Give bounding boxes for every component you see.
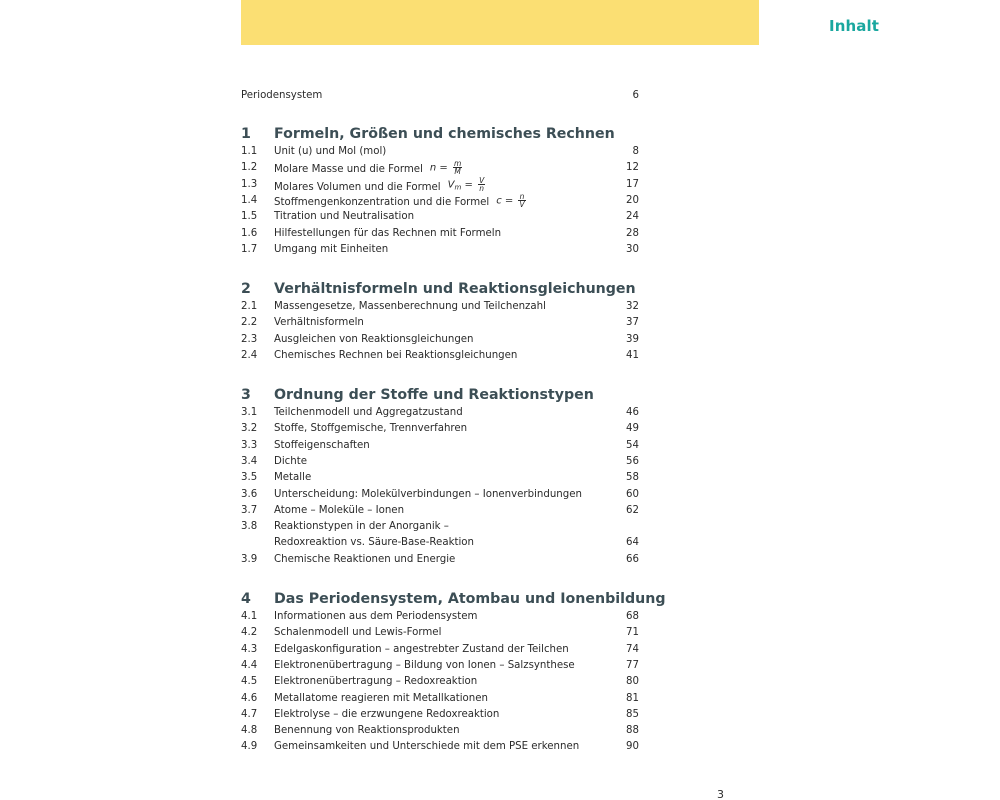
toc-entry-text xyxy=(274,191,526,210)
formula-lhs: n xyxy=(429,162,437,174)
toc-entry[interactable] xyxy=(241,161,639,175)
toc-entry-number: 4.7 xyxy=(241,708,258,720)
toc-entry-text xyxy=(274,471,311,485)
toc-entry[interactable] xyxy=(241,243,639,257)
toc-entry-label: Metalle xyxy=(274,472,312,484)
toc-entry-label: Verhältnisformeln xyxy=(274,317,364,329)
toc-entry-page: 62 xyxy=(626,504,639,516)
toc-entry-number: 4.9 xyxy=(241,741,258,753)
toc-entry-page: 17 xyxy=(626,178,639,190)
toc-entry[interactable] xyxy=(241,553,639,567)
toc-entry-label: Unterscheidung: Molekülverbindungen – Ionenverbindungen xyxy=(274,488,582,500)
toc-entry[interactable] xyxy=(241,455,639,469)
toc-entry-number: 3.6 xyxy=(241,488,258,500)
toc-entry-page: 6 xyxy=(632,90,639,101)
formula-subscript: m xyxy=(454,183,462,192)
toc-entry[interactable] xyxy=(241,724,639,738)
chapter-heading[interactable] xyxy=(241,385,639,405)
toc-entry-page: 20 xyxy=(626,194,639,206)
toc-entry[interactable] xyxy=(241,675,639,689)
toc-entry-label: Benennung von Reaktionsprodukten xyxy=(274,725,460,737)
toc-entry-label: Elektronenübertragung – Redoxreaktion xyxy=(274,676,478,688)
toc-entry-number: 2.4 xyxy=(241,349,258,361)
toc-entry-label: Chemische Reaktionen und Energie xyxy=(274,553,456,565)
toc-entry-page: 30 xyxy=(626,243,639,255)
toc-entry-text xyxy=(274,455,307,469)
toc-entry-number: 4.3 xyxy=(241,643,258,655)
toc-entry-text xyxy=(274,610,477,624)
toc-entry[interactable] xyxy=(241,610,639,624)
toc-entry-label: Massengesetze, Massenberechnung und Teilchenzahl xyxy=(274,301,546,312)
toc-entry[interactable] xyxy=(241,520,639,534)
toc-entry-label: Atome – Moleküle – Ionen xyxy=(274,504,405,516)
toc-entry-text xyxy=(274,740,579,754)
toc-entry-text xyxy=(274,422,467,436)
toc-entry-label: Gemeinsamkeiten und Unterschiede mit dem PSE erkennen xyxy=(274,741,580,753)
fraction-numerator: n xyxy=(519,191,525,201)
toc-entry-page: 64 xyxy=(626,537,639,549)
toc-entry[interactable] xyxy=(241,504,639,518)
toc-entry-text xyxy=(274,175,485,196)
toc-entry-label: Teilchenmodell und Aggregatzustand xyxy=(274,407,463,418)
toc-entry-text xyxy=(274,161,462,177)
toc-entry-number: 2.1 xyxy=(241,301,258,312)
toc-entry-page: 68 xyxy=(626,611,639,622)
toc-entry-page: 41 xyxy=(626,349,639,361)
toc-entry-number: 2.2 xyxy=(241,317,258,329)
formula-lhs: V xyxy=(447,179,455,191)
toc-entry-page: 71 xyxy=(626,627,639,639)
toc-entry-page: 28 xyxy=(626,227,639,239)
toc-entry-text xyxy=(274,243,388,257)
toc-entry-label: Dichte xyxy=(274,455,307,467)
toc-entry-text xyxy=(274,300,546,314)
toc-entry[interactable] xyxy=(241,406,639,420)
toc-entry-text xyxy=(274,145,386,159)
formula: n = $\frac{m}{M}$ xyxy=(429,159,462,177)
toc-entry[interactable] xyxy=(241,349,639,363)
toc-entry[interactable] xyxy=(241,422,639,436)
page-title: Inhalt xyxy=(829,17,879,35)
toc-entry-text xyxy=(274,316,364,330)
toc-entry-label: Hilfestellungen für das Rechnen mit Formeln xyxy=(274,227,502,239)
page-number: 3 xyxy=(717,788,724,800)
toc-entry-number: 4.8 xyxy=(241,725,258,737)
toc-entry-page: 80 xyxy=(626,676,639,688)
toc-entry-text xyxy=(274,659,575,673)
toc-entry-text xyxy=(274,406,463,420)
formula-fraction xyxy=(453,160,462,175)
toc-entry[interactable] xyxy=(241,626,639,640)
chapter-heading[interactable] xyxy=(241,279,639,299)
chapter-heading[interactable] xyxy=(241,589,666,609)
toc-entry-page: 46 xyxy=(626,407,639,418)
toc-entry-number: 3.4 xyxy=(241,455,258,467)
toc-entry-text xyxy=(274,675,477,689)
toc-entry-label: Stoffeigenschaften xyxy=(274,439,370,451)
fraction-numerator: V xyxy=(479,175,485,185)
chapter-heading[interactable] xyxy=(241,124,639,144)
toc-entry[interactable] xyxy=(241,708,639,722)
toc-entry-number: 3.9 xyxy=(241,553,258,565)
toc-entry-number: 4.1 xyxy=(241,611,258,622)
chapter-number: 1 xyxy=(241,126,251,142)
toc-entry[interactable] xyxy=(241,488,639,502)
toc-entry-label: Informationen aus dem Periodensystem xyxy=(274,611,478,622)
toc-entry-number: 3.2 xyxy=(241,423,258,435)
toc-entry-page: 8 xyxy=(632,146,639,157)
toc-entry-label: Chemisches Rechnen bei Reaktionsgleichungen xyxy=(274,349,518,361)
toc-entry[interactable] xyxy=(241,439,639,453)
toc-entry-label: Elektronenübertragung – Bildung von Ionen – Salzsynthese xyxy=(274,659,575,671)
toc-entry-label: Elektrolyse – die erzwungene Redoxreaktion xyxy=(274,708,500,720)
toc-entry-number: 4.5 xyxy=(241,676,258,688)
toc-entry[interactable] xyxy=(241,300,639,314)
chapter-title: Formeln, Größen und chemisches Rechnen xyxy=(274,126,615,142)
toc-entry-page: 60 xyxy=(626,488,639,500)
toc-entry-label: Edelgaskonfiguration – angestrebter Zustand der Teilchen xyxy=(274,643,569,655)
toc-entry-page: 49 xyxy=(626,423,639,435)
toc-entry-text xyxy=(274,210,414,224)
toc-entry[interactable] xyxy=(241,316,639,330)
toc-entry-page: 77 xyxy=(626,659,639,671)
toc-entry-number: 1.5 xyxy=(241,211,258,223)
chapter-title: Ordnung der Stoffe und Reaktionstypen xyxy=(274,387,594,403)
toc-entry-text xyxy=(274,520,449,534)
fraction-denominator: n xyxy=(479,183,485,193)
toc-entry-text xyxy=(274,333,474,347)
toc-entry-page: 58 xyxy=(626,472,639,484)
toc-entry-number: 4.2 xyxy=(241,627,258,639)
toc-entry-number: 1.4 xyxy=(241,194,258,206)
toc-entry-number: 3.8 xyxy=(241,521,258,533)
toc-entry-text xyxy=(274,626,441,640)
toc-entry-label: Titration und Neutralisation xyxy=(274,211,415,223)
toc-entry-number: 4.4 xyxy=(241,659,258,671)
toc-entry-number: 1.7 xyxy=(241,243,258,255)
toc-entry-page: 88 xyxy=(626,725,639,737)
toc-entry-label: Stoffmengenkonzentration und die Formel xyxy=(274,196,490,208)
toc-entry-label: Schalenmodell und Lewis-Formel xyxy=(274,627,442,639)
toc-entry-page: 24 xyxy=(626,211,639,223)
fraction-numerator: m xyxy=(454,159,462,169)
toc-entry-text xyxy=(274,227,501,241)
fraction-denominator: M xyxy=(454,167,461,177)
toc-entry-label: Metallatome reagieren mit Metallkationen xyxy=(274,692,488,704)
toc-entry[interactable] xyxy=(241,692,639,706)
chapter-number: 3 xyxy=(241,387,251,403)
toc-entry-number: 3.7 xyxy=(241,504,258,516)
toc-entry[interactable] xyxy=(241,333,639,347)
table-of-contents xyxy=(241,0,666,800)
toc-entry-page: 12 xyxy=(626,162,639,174)
toc-entry-page: 66 xyxy=(626,553,639,565)
toc-entry-label: Unit (u) und Mol (mol) xyxy=(274,146,387,157)
chapter-title: Verhältnisformeln und Reaktionsgleichungen xyxy=(274,281,636,297)
toc-entry-page: 37 xyxy=(626,317,639,329)
toc-entry-page: 39 xyxy=(626,333,639,345)
chapter-title: Das Periodensystem, Atombau und Ionenbildung xyxy=(274,591,666,607)
toc-entry-page: 90 xyxy=(626,741,639,753)
toc-entry-label: Molare Masse und die Formel xyxy=(274,164,423,176)
toc-entry-number: 1.2 xyxy=(241,162,258,174)
toc-entry-text xyxy=(274,692,488,706)
toc-entry-label: Redoxreaktion vs. Säure-Base-Reaktion xyxy=(274,537,474,549)
toc-entry[interactable] xyxy=(241,659,639,673)
toc-entry-text xyxy=(274,488,582,502)
fraction-denominator: V xyxy=(519,199,525,209)
formula: c = $\frac{n}{V}$ xyxy=(496,191,525,209)
toc-entry-text xyxy=(274,504,404,518)
toc-entry-page: 54 xyxy=(626,439,639,451)
toc-entry-page: 74 xyxy=(626,643,639,655)
toc-entry-label: Ausgleichen von Reaktionsgleichungen xyxy=(274,333,474,345)
toc-entry-text xyxy=(274,553,455,567)
toc-entry[interactable] xyxy=(241,191,639,209)
toc-entry[interactable] xyxy=(241,210,639,224)
toc-entry[interactable] xyxy=(241,471,639,485)
toc-entry-text xyxy=(274,536,474,550)
toc-entry[interactable] xyxy=(241,145,639,159)
formula-fraction xyxy=(518,193,525,208)
toc-entry-page: 81 xyxy=(626,692,639,704)
toc-entry-text xyxy=(274,643,569,657)
toc-entry-page: 32 xyxy=(626,301,639,312)
toc-entry[interactable] xyxy=(241,175,639,193)
toc-entry-number: 3.3 xyxy=(241,439,258,451)
toc-entry-number: 1.3 xyxy=(241,178,258,190)
toc-entry-label: Stoffe, Stoffgemische, Trennverfahren xyxy=(274,423,468,435)
toc-entry-label: Reaktionstypen in der Anorganik – xyxy=(274,521,449,533)
formula-fraction xyxy=(478,177,485,192)
toc-entry[interactable] xyxy=(241,536,639,550)
formula: $V_m$ = $\frac{V}{n}$ xyxy=(447,175,485,193)
chapter-number: 4 xyxy=(241,591,251,607)
toc-entry-label: Umgang mit Einheiten xyxy=(274,243,389,255)
toc-entry[interactable] xyxy=(241,643,639,657)
toc-intro-entry[interactable] xyxy=(241,89,639,103)
toc-entry-text xyxy=(274,439,370,453)
toc-entry-page: 56 xyxy=(626,455,639,467)
toc-entry[interactable] xyxy=(241,227,639,241)
toc-entry-number: 4.6 xyxy=(241,692,258,704)
toc-entry-text xyxy=(274,708,499,722)
toc-entry-number: 3.1 xyxy=(241,407,258,418)
toc-entry-number: 1.1 xyxy=(241,146,258,157)
toc-entry-number: 3.5 xyxy=(241,472,258,484)
toc-entry-text xyxy=(274,349,517,363)
toc-entry-number: 2.3 xyxy=(241,333,258,345)
chapter-number: 2 xyxy=(241,281,251,297)
toc-entry-text xyxy=(274,724,460,738)
toc-entry-text: Periodensystem xyxy=(241,90,323,101)
toc-entry-label: Molares Volumen und die Formel xyxy=(274,181,441,193)
toc-entry-number: 1.6 xyxy=(241,227,258,239)
toc-entry[interactable] xyxy=(241,740,639,754)
toc-entry-page: 85 xyxy=(626,708,639,720)
formula-lhs: c xyxy=(496,195,502,207)
